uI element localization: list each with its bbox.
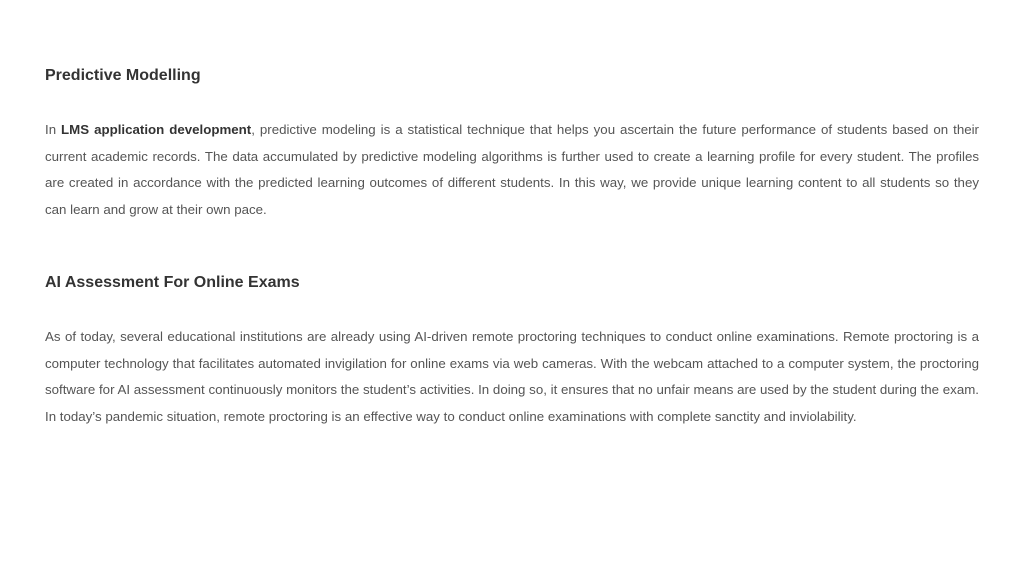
section-heading-predictive-modelling: Predictive Modelling [45, 67, 201, 84]
section-paragraph-predictive-modelling [45, 117, 979, 223]
section-heading-ai-assessment: AI Assessment For Online Exams [45, 274, 300, 291]
paragraph-body: , predictive modeling is a statistical technique that helps you ascertain the future performance of students based on their current academic records. The data accumulated by predictive modeling algorithms is further used to create a learning profile for every student. The profiles are created in accordance with the predicted learning outcomes of different students. In this way, we provide unique learning content to all students so they can learn and grow at their own pace. [45, 122, 979, 217]
paragraph-prefix: In [45, 122, 62, 137]
lms-application-development-link[interactable]: LMS application development [61, 122, 252, 137]
section-paragraph-ai-assessment: As of today, several educational institutions are already using AI-driven remote proctoring techniques to conduct online examinations. Remote proctoring is a computer technology that facilitates automated invigilation for online exams via web cameras. With the webcam attached to a computer system, the proctoring software for AI assessment continuously monitors the student’s activities. In doing so, it ensures that no unfair means are used by the student during the exam. In today’s pandemic situation, remote proctoring is an effective way to conduct online examinations with complete sanctity and inviolability. [45, 329, 979, 424]
